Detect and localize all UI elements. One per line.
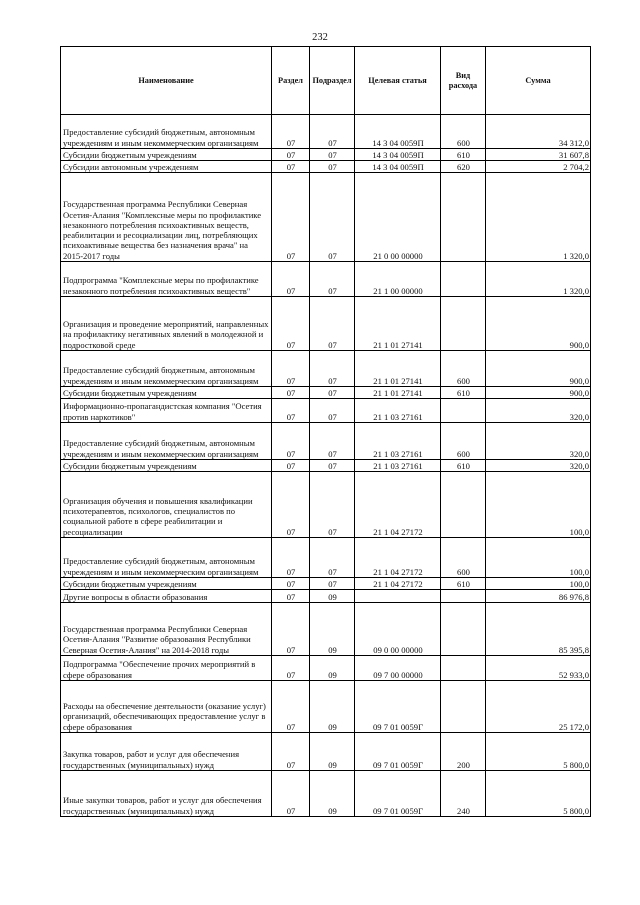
row-sum: 320,0	[486, 423, 591, 460]
row-target: 21 1 04 27172	[355, 472, 441, 538]
table-row	[61, 297, 591, 351]
table-row	[61, 262, 591, 297]
row-name: Закупка товаров, работ и услуг для обеспечения государственных (муниципальных) нужд	[61, 733, 272, 771]
row-target: 14 3 04 0059П	[355, 149, 441, 161]
row-sum: 52 933,0	[486, 656, 591, 681]
table-row	[61, 423, 591, 460]
row-subsection: 07	[310, 149, 355, 161]
row-name: Другие вопросы в области образования	[61, 590, 272, 603]
row-target: 09 7 01 0059Г	[355, 681, 441, 733]
row-section: 07	[272, 351, 310, 387]
row-expense	[441, 656, 486, 681]
row-subsection: 07	[310, 460, 355, 472]
row-expense	[441, 590, 486, 603]
row-sum: 900,0	[486, 387, 591, 399]
row-subsection: 09	[310, 771, 355, 817]
table-row	[61, 399, 591, 423]
row-subsection: 07	[310, 173, 355, 262]
row-name: Субсидии бюджетным учреждениям	[61, 460, 272, 472]
row-target: 09 7 01 0059Г	[355, 771, 441, 817]
row-target: 09 0 00 00000	[355, 603, 441, 656]
header-section: Раздел	[272, 47, 310, 115]
page-number: 232	[312, 32, 328, 43]
table-row	[61, 538, 591, 578]
row-name: Подпрограмма "Комплексные меры по профилактике незаконного потребления психоактивных веществ"	[61, 262, 272, 297]
row-expense: 610	[441, 460, 486, 472]
row-sum: 320,0	[486, 399, 591, 423]
row-subsection: 09	[310, 656, 355, 681]
row-sum: 100,0	[486, 578, 591, 590]
row-subsection: 07	[310, 115, 355, 149]
row-target: 21 1 04 27172	[355, 538, 441, 578]
row-sum: 25 172,0	[486, 681, 591, 733]
row-expense	[441, 173, 486, 262]
row-section: 07	[272, 387, 310, 399]
row-expense	[441, 681, 486, 733]
row-expense: 610	[441, 387, 486, 399]
table-row	[61, 733, 591, 771]
row-section: 07	[272, 733, 310, 771]
table-row	[61, 351, 591, 387]
row-expense: 200	[441, 733, 486, 771]
table-row	[61, 656, 591, 681]
row-section: 07	[272, 173, 310, 262]
row-subsection: 07	[310, 297, 355, 351]
header-subsection: Подраздел	[310, 47, 355, 115]
row-target: 21 1 03 27161	[355, 460, 441, 472]
budget-table	[60, 46, 591, 817]
row-sum: 1 320,0	[486, 262, 591, 297]
row-section: 07	[272, 472, 310, 538]
row-subsection: 09	[310, 733, 355, 771]
row-target: 21 1 04 27172	[355, 578, 441, 590]
row-subsection: 07	[310, 161, 355, 173]
row-expense	[441, 297, 486, 351]
row-name: Подпрограмма "Обеспечение прочих мероприятий в сфере образования	[61, 656, 272, 681]
row-target: 14 3 04 0059П	[355, 161, 441, 173]
row-expense	[441, 603, 486, 656]
header-expense-type: Вид расхода	[441, 47, 486, 115]
row-target	[355, 590, 441, 603]
table-row	[61, 173, 591, 262]
row-sum: 5 800,0	[486, 733, 591, 771]
row-name: Государственная программа Республики Северная Осетия-Алания "Развитие образования Республики Северная Осетия-Алания" на 2014-2018 годы	[61, 603, 272, 656]
row-name: Предоставление субсидий бюджетным, автономным учреждениям и иным некоммерческим организациям	[61, 538, 272, 578]
table-row	[61, 115, 591, 149]
row-name: Субсидии бюджетным учреждениям	[61, 387, 272, 399]
row-section: 07	[272, 656, 310, 681]
row-name: Иные закупки товаров, работ и услуг для обеспечения государственных (муниципальных) нужд	[61, 771, 272, 817]
row-section: 07	[272, 399, 310, 423]
row-section: 07	[272, 423, 310, 460]
header-sum: Сумма	[486, 47, 591, 115]
row-name: Субсидии бюджетным учреждениям	[61, 578, 272, 590]
row-name: Расходы на обеспечение деятельности (оказание услуг) организаций, обеспечивающих предоставление услуг в сфере образования	[61, 681, 272, 733]
header-name: Наименование	[61, 47, 272, 115]
row-target: 14 3 04 0059П	[355, 115, 441, 149]
row-target: 21 1 03 27161	[355, 399, 441, 423]
row-target: 21 1 03 27161	[355, 423, 441, 460]
row-subsection: 07	[310, 387, 355, 399]
row-section: 07	[272, 115, 310, 149]
row-section: 07	[272, 262, 310, 297]
table-row	[61, 161, 591, 173]
table-row	[61, 603, 591, 656]
row-name: Субсидии автономным учреждениям	[61, 161, 272, 173]
row-sum: 85 395,8	[486, 603, 591, 656]
row-subsection: 07	[310, 399, 355, 423]
row-target: 21 1 01 27141	[355, 351, 441, 387]
row-sum: 34 312,0	[486, 115, 591, 149]
row-subsection: 07	[310, 538, 355, 578]
row-section: 07	[272, 297, 310, 351]
row-expense: 600	[441, 423, 486, 460]
row-sum: 100,0	[486, 538, 591, 578]
row-name: Субсидии бюджетным учреждениям	[61, 149, 272, 161]
row-sum: 900,0	[486, 297, 591, 351]
header-target: Целевая статья	[355, 47, 441, 115]
row-section: 07	[272, 603, 310, 656]
row-target: 21 1 01 27141	[355, 387, 441, 399]
row-section: 07	[272, 681, 310, 733]
row-sum: 100,0	[486, 472, 591, 538]
row-subsection: 09	[310, 590, 355, 603]
row-section: 07	[272, 161, 310, 173]
row-expense	[441, 399, 486, 423]
row-target: 21 1 00 00000	[355, 262, 441, 297]
row-subsection: 07	[310, 578, 355, 590]
row-subsection: 07	[310, 472, 355, 538]
table-row	[61, 590, 591, 603]
row-subsection: 07	[310, 351, 355, 387]
row-sum: 5 800,0	[486, 771, 591, 817]
row-name: Организация и проведение мероприятий, направленных на профилактику негативных явлений в молодежной и подростковой среде	[61, 297, 272, 351]
row-expense: 240	[441, 771, 486, 817]
table-header-row	[61, 47, 591, 115]
row-target: 21 0 00 00000	[355, 173, 441, 262]
table-row	[61, 771, 591, 817]
row-expense	[441, 262, 486, 297]
row-expense: 610	[441, 578, 486, 590]
row-target: 09 7 00 00000	[355, 656, 441, 681]
row-sum: 320,0	[486, 460, 591, 472]
row-section: 07	[272, 771, 310, 817]
row-sum: 1 320,0	[486, 173, 591, 262]
row-subsection: 07	[310, 262, 355, 297]
row-sum: 2 704,2	[486, 161, 591, 173]
table-row	[61, 149, 591, 161]
row-sum: 86 976,8	[486, 590, 591, 603]
table-row	[61, 460, 591, 472]
row-expense: 600	[441, 538, 486, 578]
row-name: Государственная программа Республики Северная Осетия-Алания "Комплексные меры по профилактике незаконного потребления психоактивных веществ, реабилитации и ресоциализации лиц, потребляющих психоактивные вещества без назначения врача" на 2015-2017 годы	[61, 173, 272, 262]
row-sum: 900,0	[486, 351, 591, 387]
row-name: Организация обучения и повышения квалификации психотерапевтов, психологов, специалистов по социальной работе в сфере реабилитации и ресоциализации	[61, 472, 272, 538]
row-name: Информационно-пропагандистская компания "Осетия против наркотиков"	[61, 399, 272, 423]
row-name: Предоставление субсидий бюджетным, автономным учреждениям и иным некоммерческим организациям	[61, 423, 272, 460]
row-section: 07	[272, 590, 310, 603]
row-name: Предоставление субсидий бюджетным, автономным учреждениям и иным некоммерческим организациям	[61, 115, 272, 149]
row-section: 07	[272, 460, 310, 472]
table-row	[61, 681, 591, 733]
row-expense: 600	[441, 115, 486, 149]
row-section: 07	[272, 578, 310, 590]
row-target: 09 7 01 0059Г	[355, 733, 441, 771]
row-expense: 610	[441, 149, 486, 161]
row-expense: 620	[441, 161, 486, 173]
row-name: Предоставление субсидий бюджетным, автономным учреждениям и иным некоммерческим организациям	[61, 351, 272, 387]
row-subsection: 09	[310, 681, 355, 733]
row-expense	[441, 472, 486, 538]
table-row	[61, 472, 591, 538]
row-sum: 31 607,8	[486, 149, 591, 161]
row-section: 07	[272, 149, 310, 161]
row-expense: 600	[441, 351, 486, 387]
table-row	[61, 578, 591, 590]
row-section: 07	[272, 538, 310, 578]
row-subsection: 07	[310, 423, 355, 460]
row-target: 21 1 01 27141	[355, 297, 441, 351]
table-row	[61, 387, 591, 399]
row-subsection: 09	[310, 603, 355, 656]
